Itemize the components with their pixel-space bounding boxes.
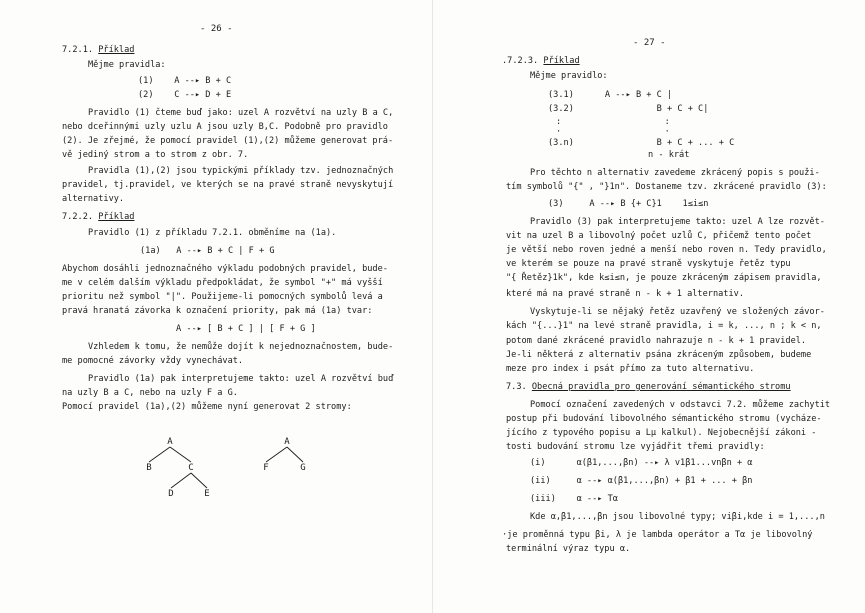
line-text: Vzhledem k tomu, že nemůže dojít k nejednoznačnostem, bude-	[88, 342, 394, 352]
left-page	[0, 0, 432, 613]
page-number: - 26 -	[200, 24, 233, 34]
page-number: - 27 -	[633, 38, 666, 48]
tree-node: D	[168, 489, 174, 499]
line-text: (2) C --▸ D + E	[138, 90, 232, 100]
underlined-heading: Příklad	[98, 45, 135, 55]
line-text: vit na uzel B a libovolný počet uzlů C, přičemž tento počet	[506, 231, 812, 241]
text-line	[530, 69, 608, 83]
text-line	[548, 102, 708, 116]
line-text: (2). Je zřejmé, že pomocí pravidel (1),(2) můžeme generovat prá-	[62, 136, 394, 146]
text-line	[530, 492, 618, 506]
text-line	[506, 229, 811, 243]
underlined-heading: Obecná pravidla pro generování sémantického stromu	[531, 382, 791, 392]
text-line	[506, 348, 811, 362]
line-text: (3.2) B + C + C|	[548, 104, 709, 114]
text-line	[530, 166, 820, 180]
line-text: jícího z typového popisu a Lµ kalkul). Nejobecnější zákoni -	[506, 428, 817, 438]
text-line	[502, 528, 812, 542]
line-text: na uzly B a C, nebo na uzly F a G.	[62, 388, 238, 398]
line-text: (1a) A --▸ B + C | F + G	[140, 246, 275, 256]
line-text: kách "{...}1" na levé straně pravidla, i = k, ..., n ; k < n,	[506, 321, 822, 331]
line-text: (3) A --▸ B {+ C}1 1≤i≤n	[548, 199, 709, 209]
line-text: prioritu než symbol "|". Použijeme-li pomocných symbolů levá a	[62, 292, 383, 302]
text-line	[506, 362, 754, 376]
line-text: A --▸ [ B + C ] | [ F + G ]	[176, 324, 316, 334]
line-text: Je-li některá z alternativ psána zkráceným způsobem, budeme	[506, 350, 812, 360]
text-line	[506, 180, 827, 194]
right-page	[433, 0, 865, 613]
line-text: (iii) α --▸ Tα	[530, 494, 618, 504]
line-text: tím symbolů "{" , "}1n". Dostaneme tzv. zkrácené pravidlo (3):	[506, 182, 827, 192]
text-line	[506, 243, 827, 257]
tree-node: F	[263, 463, 269, 473]
tree-diagram-2	[0, 0, 432, 613]
line-text: 7.2.1.	[62, 45, 99, 55]
text-line	[648, 148, 689, 162]
text-line	[506, 257, 791, 271]
line-text: (1) A --▸ B + C	[138, 76, 232, 86]
line-text: .7.2.3.	[502, 56, 544, 66]
tree-node: A	[167, 437, 173, 447]
line-text: alternativy.	[62, 194, 125, 204]
line-text: Kde α,β1,...,βn jsou libovolné typy; viβi,kde i = 1,...,n	[530, 512, 825, 522]
line-text: postup při budování libovolného sémantického stromu (vycháze-	[506, 414, 822, 424]
line-text: Pravidlo (3) pak interpretujeme takto: uzel A lze rozvět-	[530, 217, 825, 227]
line-text: "{ Řetěz}1k", kde k≤i≤n, je pouze zkráceným zápisem pravidla,	[506, 273, 822, 283]
line-text: tosti budování stromu lze vyjádřit třemi pravidly:	[506, 442, 765, 452]
text-line	[548, 88, 672, 102]
line-text: n - krát	[648, 150, 690, 160]
line-text: : :	[556, 117, 670, 127]
text-line	[506, 287, 744, 301]
text-line	[506, 440, 765, 454]
line-text: me pomocné závorky vždy vynechávat.	[62, 356, 244, 366]
line-text: ve kterém se pouze na pravé straně vyskytuje řetěz typu	[506, 259, 791, 269]
line-text: me v celém dalším výkladu předpokládat, že symbol "+" má vyšší	[62, 278, 383, 288]
tree-node: B	[146, 463, 152, 473]
text-line	[530, 456, 752, 470]
line-text: (3.1) A --▸ B + C |	[548, 90, 673, 100]
text-line	[506, 380, 791, 394]
text-line	[530, 510, 825, 524]
text-line	[548, 136, 734, 150]
tree-edge	[287, 447, 303, 462]
text-line	[506, 271, 822, 285]
line-text: potom dané zkrácené pravidlo nahrazuje n - k + 1 pravidel.	[506, 336, 807, 346]
text-line	[502, 54, 580, 68]
tree-node: E	[204, 489, 210, 499]
text-line	[548, 197, 708, 211]
line-text: Mějme pravidlo:	[530, 71, 608, 81]
line-text: nebo dceřinnými uzly uzlu A jsou uzly B,C. Podobně pro pravidlo	[62, 122, 388, 132]
text-line	[506, 542, 630, 556]
line-text: Pravidlo (1) z příkladu 7.2.1. obměníme na (1a).	[88, 228, 337, 238]
text-line	[530, 398, 830, 412]
line-text: Mějme pravidla:	[88, 60, 166, 70]
line-text: meze pro index i psát přímo za tuto alternativu.	[506, 364, 755, 374]
line-text: Pomocí pravidel (1a),(2) můžeme nyní generovat 2 stromy:	[62, 402, 352, 412]
line-text: · ·	[556, 127, 670, 137]
text-line	[530, 474, 752, 488]
line-text: Abychom dosáhli jednoznačného výkladu podobných pravidel, bude-	[62, 264, 388, 274]
text-line	[506, 334, 806, 348]
line-text: které má na pravé straně n - k + 1 alternativ.	[506, 289, 744, 299]
underlined-heading: Příklad	[98, 212, 135, 222]
line-text: 7.2.2.	[62, 212, 99, 222]
line-text: pravá hranatá závorka k označení priority, pak má (1a) tvar:	[62, 306, 373, 316]
line-text: vě jediný strom a to strom z obr. 7.	[62, 150, 249, 160]
line-text: Pravidlo (1) čteme buď jako: uzel A rozvětví na uzly B a C,	[88, 108, 394, 118]
underlined-heading: Příklad	[543, 56, 580, 66]
text-line	[530, 305, 825, 319]
text-line	[530, 215, 825, 229]
line-text: (i) α(β1,...,βn) --▸ λ v1β1...vnβn + α	[530, 458, 753, 468]
line-text: Pomocí označení zavedených v odstavci 7.2. můžeme zachytit	[530, 400, 831, 410]
line-text: Vyskytuje-li se nějaký řetěz uzavřený ve složených závor-	[530, 307, 825, 317]
line-text: 7.3.	[506, 382, 532, 392]
line-text: Pro těchto n alternativ zavedeme zkrácený popis s použi-	[530, 168, 820, 178]
tree-node: A	[284, 437, 290, 447]
text-line	[506, 412, 822, 426]
tree-node: G	[300, 463, 306, 473]
text-line	[506, 319, 822, 333]
line-text: pravidel, tj.pravidel, ve kterých se na pravé straně nevyskytují	[62, 180, 394, 190]
line-text: (3.n) B + C + ... + C	[548, 138, 735, 148]
line-text: Pravidlo (1a) pak interpretujeme takto: uzel A rozvětví buď	[88, 374, 394, 384]
line-text: Pravidla (1),(2) jsou typickými příklady tzv. jednoznačných	[88, 166, 394, 176]
line-text: terminální výraz typu α.	[506, 544, 631, 554]
tree-edge	[266, 447, 287, 462]
tree-node: C	[188, 463, 194, 473]
line-text: (ii) α --▸ α(β1,...,βn) + β1 + ... + βn	[530, 476, 753, 486]
text-line	[506, 426, 816, 440]
line-text: je větší nebo roven jedné a menší nebo roven n. Tedy pravidlo,	[506, 245, 827, 255]
line-text: ·je proměnná typu βi, λ je lambda operátor a Tα je libovolný	[502, 530, 813, 540]
